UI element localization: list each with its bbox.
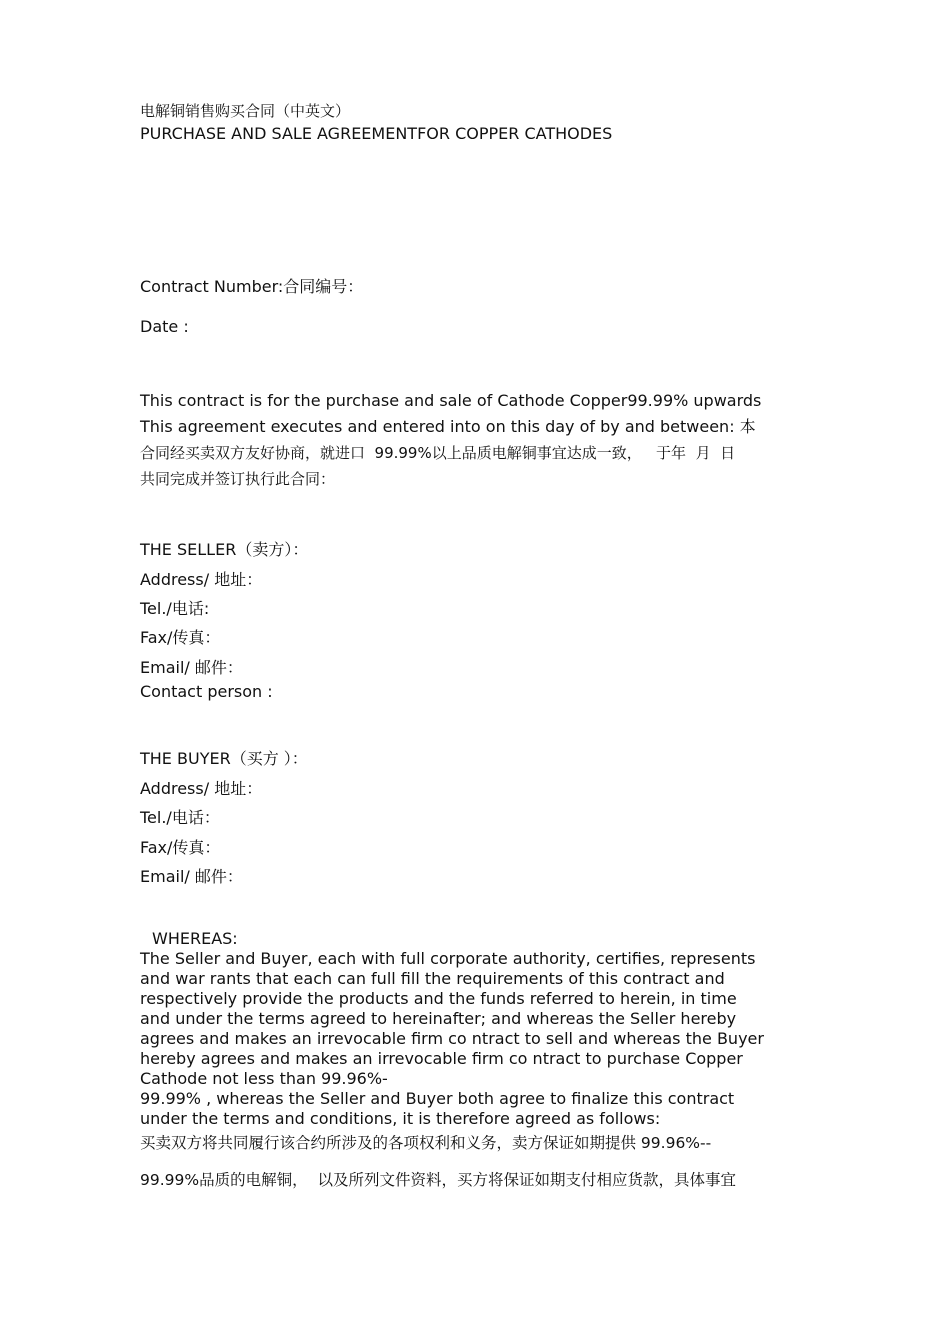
- buyer-email: Email/ 邮件：: [140, 867, 243, 886]
- date-label: Date :: [140, 317, 189, 336]
- intro-line-1: This contract is for the purchase and sale of Cathode Copper99.99% upwards: [140, 391, 762, 410]
- title-chinese: 电解铜销售购买合同（中英文）: [140, 102, 351, 120]
- whereas-paragraph: [140, 949, 810, 1129]
- intro-paragraph: [140, 388, 820, 492]
- intro-line-4: 共同完成并签订执行此合同：: [140, 470, 336, 488]
- seller-tel: Tel./电话:: [140, 599, 210, 618]
- whereas-body: The Seller and Buyer, each with full corporate authority, certifies, represents and war rants that each can full fill the requirements of this contract and respectively provide the products and the funds referred to herein, in time and under the terms agreed to hereinafter; and whereas the Seller hereby agrees and makes an irrevocable firm co ntract to sell and whereas the Buyer hereby agrees and makes an irrevocable firm co ntract to purchase Copper Cathode not less than 99.96%- 99.99% , whereas the Seller and Buyer both agree to finalize this contract under the terms and conditions, it is therefore agreed as follows:: [140, 949, 764, 1128]
- seller-contact: Contact person :: [140, 682, 273, 701]
- buyer-address: Address/ 地址：: [140, 779, 263, 798]
- seller-email: Email/ 邮件：: [140, 658, 243, 677]
- seller-heading: THE SELLER（卖方）：: [140, 540, 309, 559]
- contract-number-label: Contract Number:合同编号：: [140, 277, 364, 296]
- buyer-tel: Tel./电话：: [140, 808, 220, 827]
- buyer-heading: THE BUYER（买方 ）：: [140, 749, 308, 768]
- seller-address: Address/ 地址：: [140, 570, 263, 589]
- whereas-chinese-line-1: 买卖双方将共同履行该合约所涉及的各项权利和义务，卖方保证如期提供 99.96%--: [140, 1134, 712, 1152]
- intro-line-3: 合同经买卖双方友好协商，就进口 99.99%以上品质电解铜事宜达成一致， 于年 月 日: [140, 444, 736, 462]
- seller-fax: Fax/传真：: [140, 628, 221, 647]
- buyer-fax: Fax/传真：: [140, 838, 221, 857]
- whereas-heading: WHEREAS:: [152, 929, 238, 948]
- title-english: PURCHASE AND SALE AGREEMENTFOR COPPER CATHODES: [140, 124, 613, 143]
- whereas-chinese-line-2: 99.99%品质的电解铜， 以及所列文件资料，买方将保证如期支付相应货款，具体事宜: [140, 1171, 736, 1189]
- intro-line-2: This agreement executes and entered into on this day of by and between: 本: [140, 417, 756, 436]
